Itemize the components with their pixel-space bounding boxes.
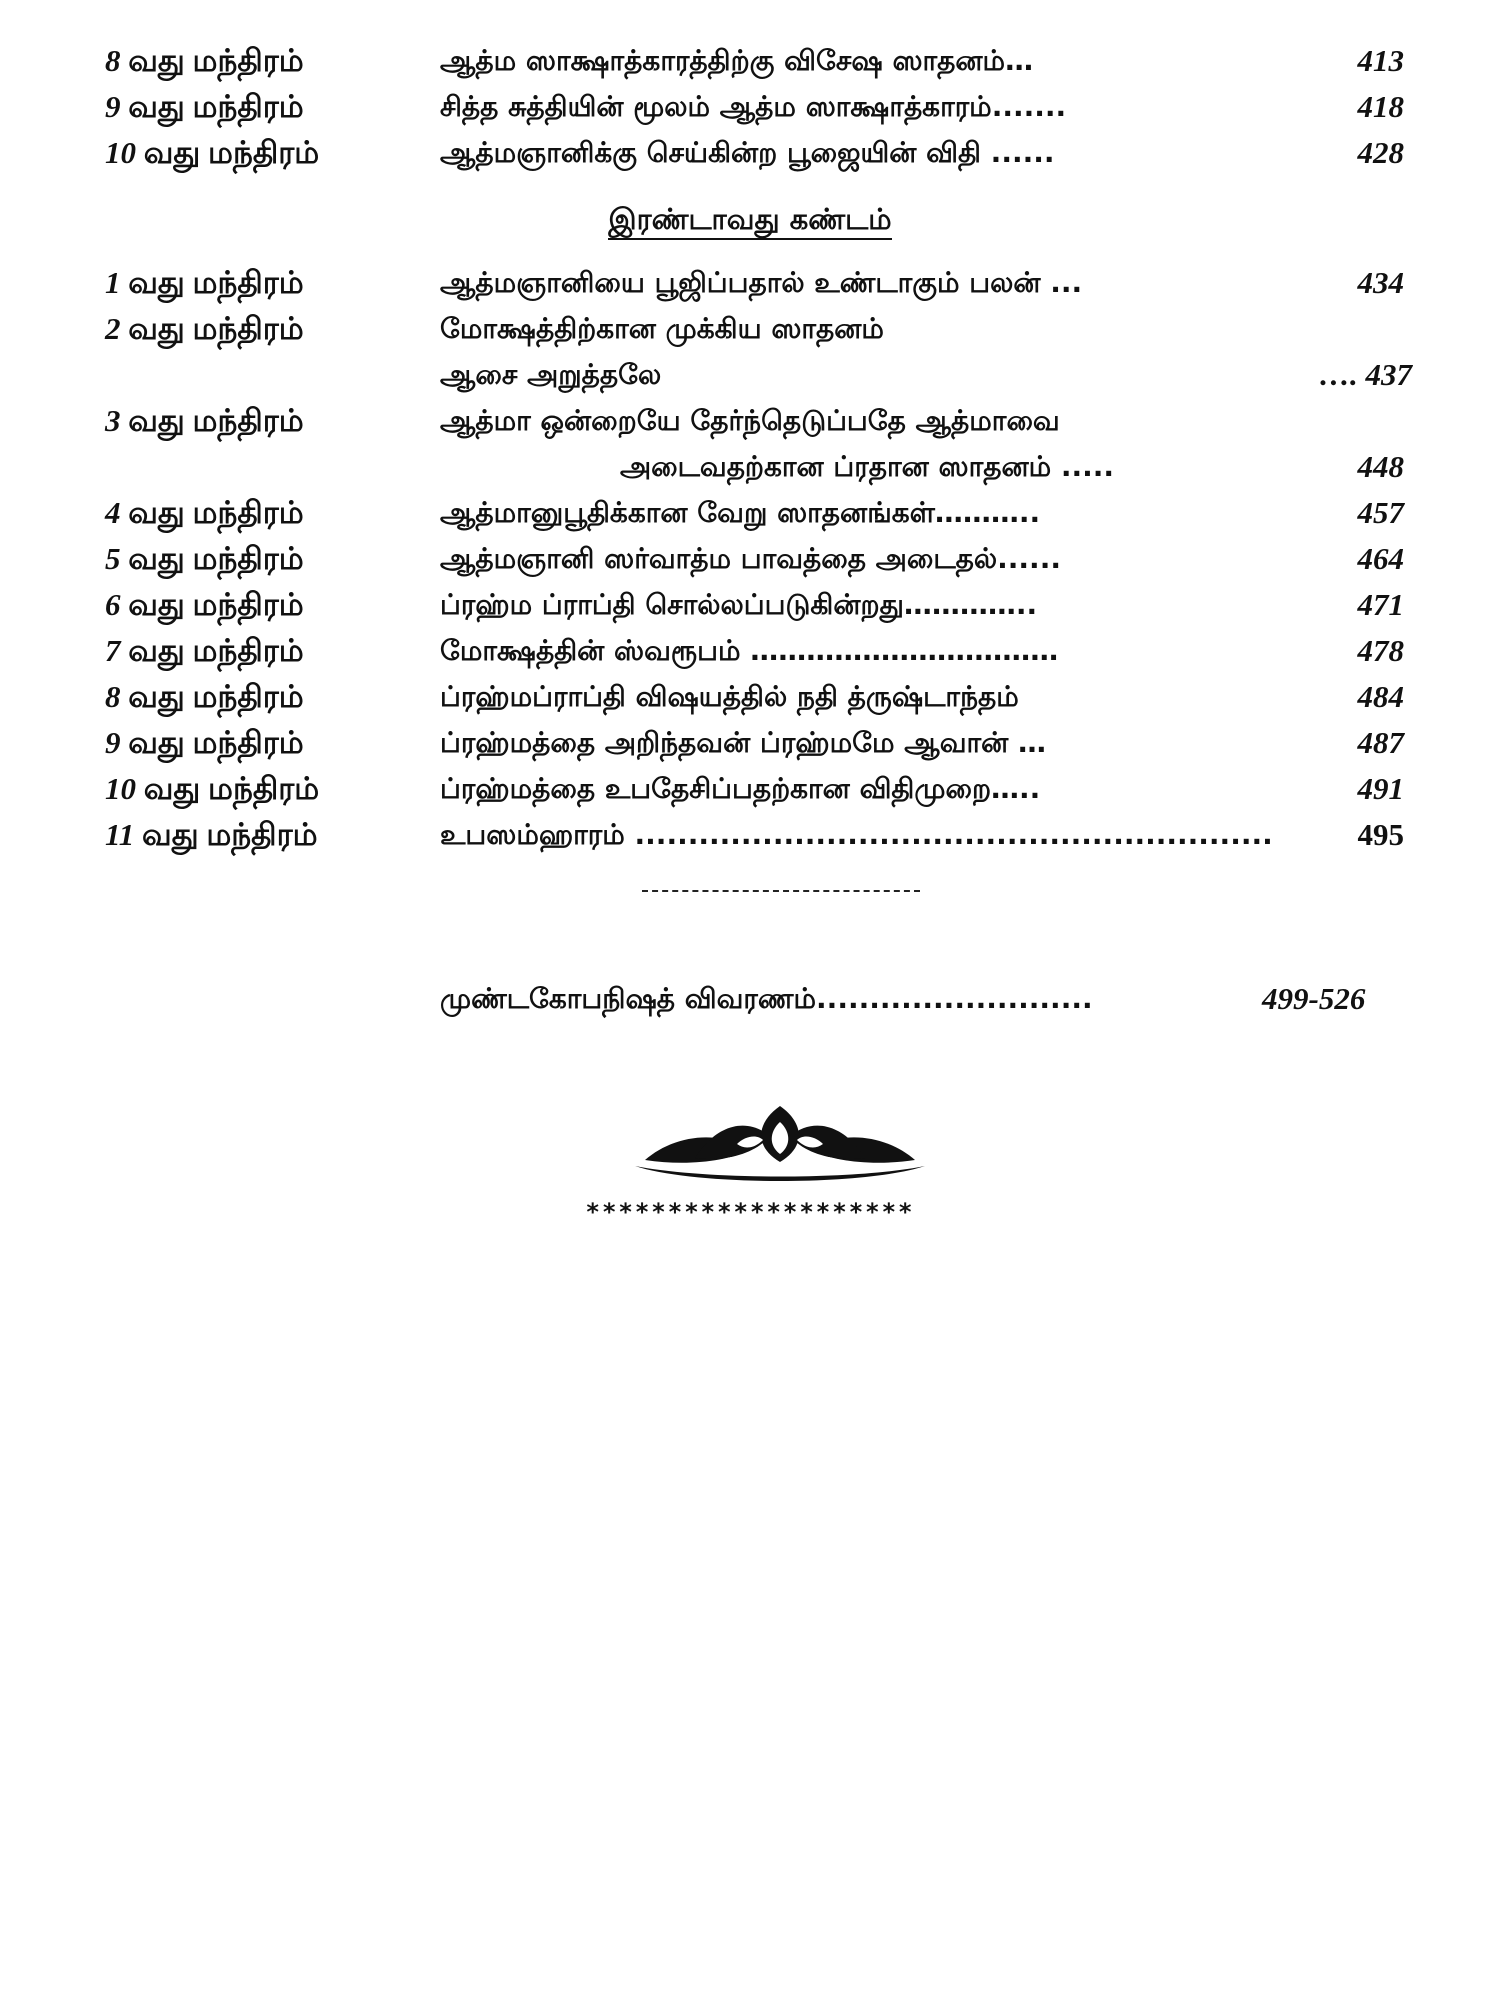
entry-number: 8 [105,43,121,78]
entry-title: மோக்ஷத்தின் ஸ்வரூபம் …………………………… [440,634,1059,667]
entry-label: வது மந்திரம் [128,541,304,576]
entry-page: 471 [1357,587,1404,622]
entry-label: வது மந்திரம் [128,89,304,124]
entry-number: 4 [105,495,121,530]
entry-page: 464 [1357,541,1404,576]
toc-entry [0,674,1500,720]
entry-title: ஆத்ம ஸாக்ஷாத்காரத்திற்கு விசேஷ ஸாதனம்… [440,44,1034,77]
entry-page: 448 [1357,449,1404,484]
entry-number: 9 [105,725,121,760]
toc-entry [0,38,1500,84]
entry-title: அடைவதற்கான ப்ரதான ஸாதனம் ..... [620,450,1115,483]
entry-label: வது மந்திரம் [128,265,304,300]
entry-number: 7 [105,633,121,668]
entry-label: வது மந்திரம் [128,679,304,714]
entry-page: 428 [1357,135,1404,170]
entry-title: சித்த சுத்தியின் மூலம் ஆத்ம ஸாக்ஷாத்காரம்....... [440,90,1067,123]
entry-title: ப்ரஹ்மத்தை அறிந்தவன் ப்ரஹ்மமே ஆவான் … [440,726,1047,759]
entry-label: வது மந்திரம் [143,771,320,806]
entry-number: 9 [105,89,121,124]
entry-page: 487 [1357,725,1404,760]
entry-label: வது மந்திரம் [142,817,318,852]
entry-title: ஆசை அறுத்தலே [440,358,662,391]
toc-entry [0,306,1500,352]
appendix-entry [440,976,1400,1022]
appendix-page-range: 499-526 [1262,981,1366,1016]
entry-number: 11 [105,817,135,852]
entry-title: உபஸம்ஹாரம் ............................................................ [440,818,1273,851]
lotus-icon [625,1100,935,1190]
entry-number: 5 [105,541,121,576]
toc-entry [0,536,1500,582]
entry-number: 10 [105,135,136,170]
entry-title: ஆத்மஞானி ஸர்வாத்ம பாவத்தை அடைதல்...... [440,542,1061,575]
entry-number: 6 [105,587,121,622]
appendix-title: முண்டகோபநிஷத் விவரணம்.......................... [440,982,1093,1015]
toc-entry [0,130,1500,176]
entry-label: வது மந்திரம் [128,633,304,668]
entry-title: ப்ரஹ்மப்ராப்தி விஷயத்தில் நதி த்ருஷ்டாந்தம் [440,680,1019,713]
entry-title: ப்ரஹ்ம ப்ராப்தி சொல்லப்படுகின்றது………….. [440,588,1038,621]
toc-entry [0,84,1500,130]
entry-number: 3 [105,403,121,438]
entry-page: 457 [1357,495,1404,530]
entry-title: ஆத்மஞானிக்கு செய்கின்ற பூஜையின் விதி ...... [440,136,1055,169]
entry-number: 10 [105,771,136,806]
entry-number: 2 [105,311,121,346]
entry-label: வது மந்திரம் [128,311,304,346]
entry-title: ப்ரஹ்மத்தை உபதேசிப்பதற்கான விதிமுறை….. [440,772,1041,805]
entry-title: மோக்ஷத்திற்கான முக்கிய ஸாதனம் [440,312,884,345]
section-divider [642,890,920,892]
entry-title: ஆத்மஞானியை பூஜிப்பதால் உண்டாகும் பலன் ... [440,266,1083,299]
entry-title: ஆத்மானுபூதிக்கான வேறு ஸாதனங்கள்……….. [440,496,1041,529]
entry-number: 8 [105,679,121,714]
entry-page: 418 [1357,89,1404,124]
entry-label: வது மந்திரம் [143,135,320,170]
entry-page: 434 [1357,265,1404,300]
toc-entry [0,260,1500,306]
toc-entry [0,490,1500,536]
toc-entry [0,766,1500,812]
entry-page: …. 437 [1319,357,1412,392]
toc-entry [0,582,1500,628]
entry-label: வது மந்திரம் [128,587,304,622]
entry-title: ஆத்மா ஒன்றையே தேர்ந்தெடுப்பதே ஆத்மாவை [440,404,1060,437]
toc-entry [0,720,1500,766]
entry-page: 484 [1357,679,1404,714]
entry-page: 491 [1357,771,1404,806]
toc-entry-continuation [0,352,1500,398]
entry-page: 495 [1357,817,1404,852]
toc-entry [0,628,1500,674]
entry-label: வது மந்திரம் [128,403,304,438]
entry-label: வது மந்திரம் [128,725,304,760]
toc-entry [0,398,1500,444]
toc-entry-continuation [0,444,1500,490]
end-stars: ******************** [585,1198,915,1226]
entry-label: வது மந்திரம் [128,43,304,78]
entry-number: 1 [105,265,121,300]
section-heading: இரண்டாவது கண்டம் [0,196,1500,242]
entry-page: 413 [1357,43,1404,78]
entry-label: வது மந்திரம் [128,495,304,530]
toc-entry [0,812,1500,858]
entry-page: 478 [1357,633,1404,668]
